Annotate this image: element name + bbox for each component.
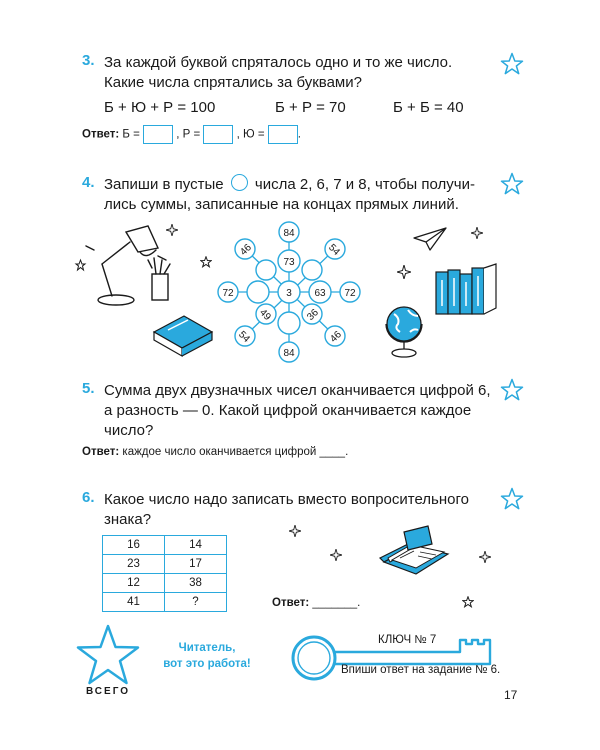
task6-answer-row bbox=[272, 597, 360, 609]
globe-illustration bbox=[376, 300, 432, 360]
diagram-72-right: 72 bbox=[344, 288, 356, 299]
task5-line2: а разность — 0. Какой цифрой оканчивается каждое bbox=[104, 402, 472, 419]
answer-label: Ответ: bbox=[272, 597, 310, 609]
table-cell: 38 bbox=[165, 574, 227, 593]
page-number: 17 bbox=[504, 688, 518, 702]
bookshelf-illustration bbox=[432, 262, 502, 318]
diagram-84-bottom: 84 bbox=[283, 348, 295, 359]
slogan bbox=[148, 640, 266, 672]
table-cell: 17 bbox=[165, 555, 227, 574]
diagram-54-bottom-left: 54 bbox=[236, 329, 252, 345]
total-label: ВСЕГО bbox=[85, 686, 131, 697]
star-icon bbox=[500, 487, 524, 511]
key-instruction: Впиши ответ на задание № 6. bbox=[341, 664, 501, 676]
task4-line1-end: числа 2, 6, 7 и 8, чтобы получи- bbox=[254, 176, 475, 193]
task3-line1: За каждой буквой спряталось одно и то же число. bbox=[104, 54, 453, 71]
empty-circle bbox=[247, 281, 269, 303]
table-row bbox=[103, 536, 227, 555]
task5-answer-text[interactable]: каждое число оканчивается цифрой ____. bbox=[122, 446, 349, 458]
diagram-63: 63 bbox=[314, 288, 326, 299]
books-stack-illustration bbox=[148, 310, 218, 360]
task5-line1: Сумма двух двузначных чисел оканчивается цифрой 6, bbox=[104, 382, 491, 399]
diagram-46-bottom-right: 46 bbox=[328, 329, 344, 345]
diagram-center: 3 bbox=[286, 288, 292, 299]
slogan-line2: вот это работа! bbox=[163, 658, 251, 670]
task4-number: 4. bbox=[82, 174, 95, 191]
task6-number: 6. bbox=[82, 489, 95, 506]
diagram-72-left: 72 bbox=[222, 288, 234, 299]
task3-equation-2: Б + Р = 70 bbox=[275, 99, 346, 116]
task4-line2: лись суммы, записанные на концах прямых линий. bbox=[104, 196, 459, 213]
task5-line3: число? bbox=[104, 422, 154, 439]
big-star-icon bbox=[76, 624, 140, 688]
table-cell: 16 bbox=[103, 536, 165, 555]
small-star-icon bbox=[200, 256, 212, 268]
answer-label: Ответ: bbox=[82, 128, 120, 141]
diagram-84-top: 84 bbox=[283, 228, 295, 239]
task6-line1: Какое число надо записать вместо вопросительного bbox=[104, 491, 469, 508]
table-cell: 14 bbox=[165, 536, 227, 555]
b-label: Б = bbox=[122, 128, 140, 141]
total-star-badge bbox=[76, 624, 140, 700]
task3-equation-3: Б + Б = 40 bbox=[393, 99, 464, 116]
task4-line1-start: Запиши в пустые bbox=[104, 176, 224, 193]
yu-label: , Ю = bbox=[236, 128, 265, 141]
table-cell: 12 bbox=[103, 574, 165, 593]
small-star-icon bbox=[462, 596, 474, 608]
table-row bbox=[103, 555, 227, 574]
star-icon bbox=[500, 378, 524, 402]
sparkle-icon bbox=[289, 525, 301, 537]
empty-circle bbox=[278, 312, 300, 334]
table-cell: 41 bbox=[103, 593, 165, 612]
task6-answer-blank[interactable]: _______. bbox=[312, 597, 361, 609]
task3-number: 3. bbox=[82, 52, 95, 69]
sparkle-icon bbox=[330, 549, 342, 561]
task5-number: 5. bbox=[82, 380, 95, 397]
number-table bbox=[102, 535, 227, 612]
end-dot: . bbox=[297, 128, 301, 141]
table-row bbox=[103, 593, 227, 612]
sparkle-icon bbox=[479, 551, 491, 563]
answer-label: Ответ: bbox=[82, 446, 120, 458]
table-cell[interactable]: ? bbox=[165, 593, 227, 612]
diagram-46-top-left: 46 bbox=[238, 242, 254, 258]
slogan-line1: Читатель, bbox=[178, 642, 236, 654]
diagram-73: 73 bbox=[283, 257, 295, 268]
empty-circle bbox=[302, 260, 322, 280]
task3-line2: Какие числа спрятались за буквами? bbox=[104, 74, 362, 91]
task5-answer-row bbox=[82, 446, 348, 458]
diagram-49: 49 bbox=[257, 307, 273, 323]
open-book-illustration bbox=[376, 524, 456, 584]
paper-plane-illustration bbox=[412, 226, 448, 252]
diagram-36: 36 bbox=[305, 307, 321, 323]
sparkle-icon bbox=[397, 265, 411, 279]
key-title: КЛЮЧ № 7 bbox=[378, 634, 437, 646]
task3-equation-1: Б + Ю + Р = 100 bbox=[104, 99, 216, 116]
task6-line2: знака? bbox=[104, 511, 152, 528]
sparkle-icon bbox=[471, 227, 483, 239]
table-row bbox=[103, 574, 227, 593]
table-cell: 23 bbox=[103, 555, 165, 574]
sparkle-icon bbox=[166, 224, 178, 236]
diagram-54-top-right: 54 bbox=[326, 242, 342, 258]
empty-circle bbox=[256, 260, 276, 280]
r-label: , Р = bbox=[176, 128, 201, 141]
